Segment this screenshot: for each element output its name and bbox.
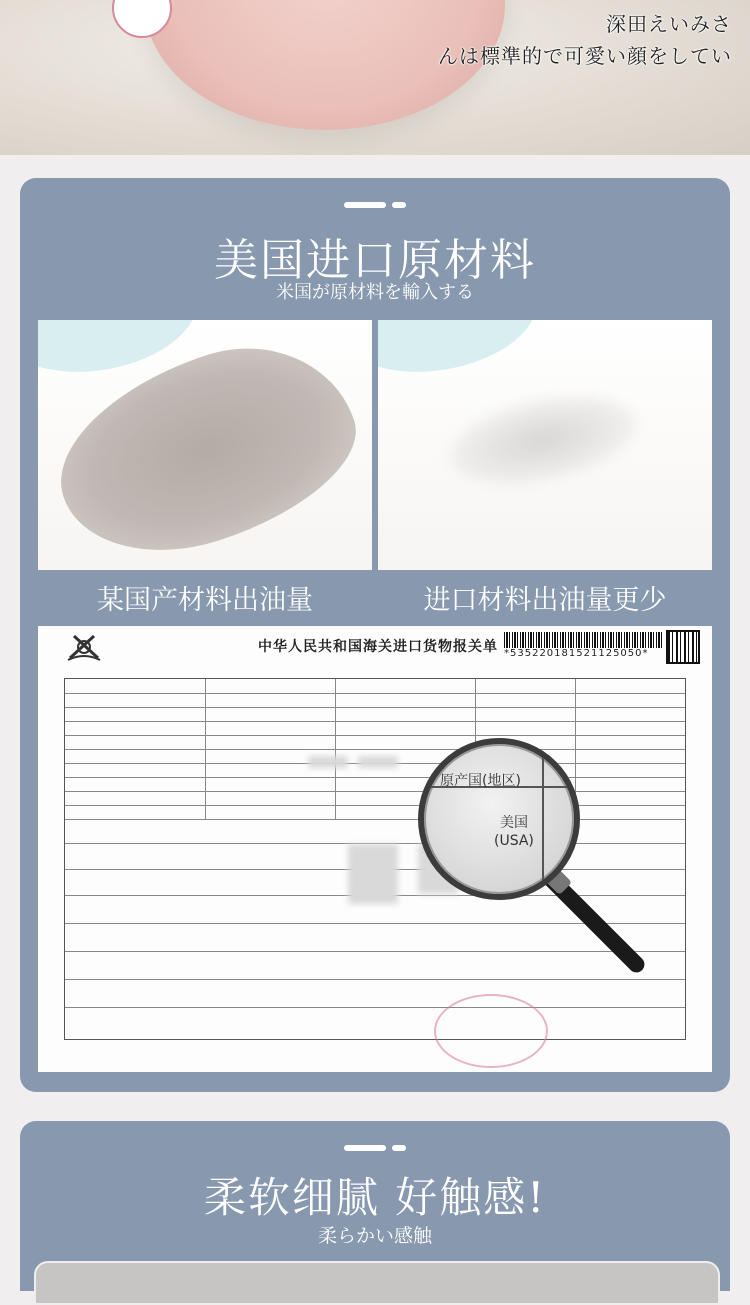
section-title: 美国进口原材料	[214, 235, 536, 286]
domestic-material-label: 某国产材料出油量	[97, 585, 313, 616]
qr-code-icon	[666, 630, 700, 664]
soft-touch-section	[20, 1121, 730, 1291]
hero-caption	[438, 8, 732, 72]
hero-caption-line1: 深田えいみさ	[606, 12, 732, 36]
customs-emblem-icon	[64, 630, 104, 664]
origin-country-value: 美国 (USA)	[494, 815, 534, 849]
section-title: 柔软细腻 好触感!	[203, 1173, 547, 1222]
hero-caption-line2: んは標準的で可愛い顔をしてい	[438, 44, 732, 68]
hero-image	[0, 0, 750, 155]
origin-country-label: 原产国(地区)	[440, 773, 521, 789]
imported-material-label: 进口材料出油量更少	[423, 585, 667, 616]
section-subtitle: 柔らかい感触	[317, 1225, 432, 1247]
section-divider-icon	[344, 202, 406, 208]
light-oil-stain	[442, 381, 644, 499]
section-subtitle: 米国が原材料を輸入する	[276, 282, 474, 303]
customs-declaration-image	[38, 626, 712, 1072]
magnifier-lens	[418, 738, 580, 900]
barcode	[504, 632, 664, 648]
section-divider-icon	[344, 1145, 406, 1151]
imported-oil-stain-photo	[378, 320, 712, 570]
declaration-title: 中华人民共和国海关进口货物报关单	[258, 639, 498, 655]
magnifier-icon	[418, 738, 712, 1038]
soft-touch-image	[34, 1261, 720, 1305]
imported-material-section	[20, 178, 730, 1092]
domestic-oil-stain-photo	[38, 320, 372, 570]
barcode-number: *535220181521125050*	[504, 648, 649, 659]
